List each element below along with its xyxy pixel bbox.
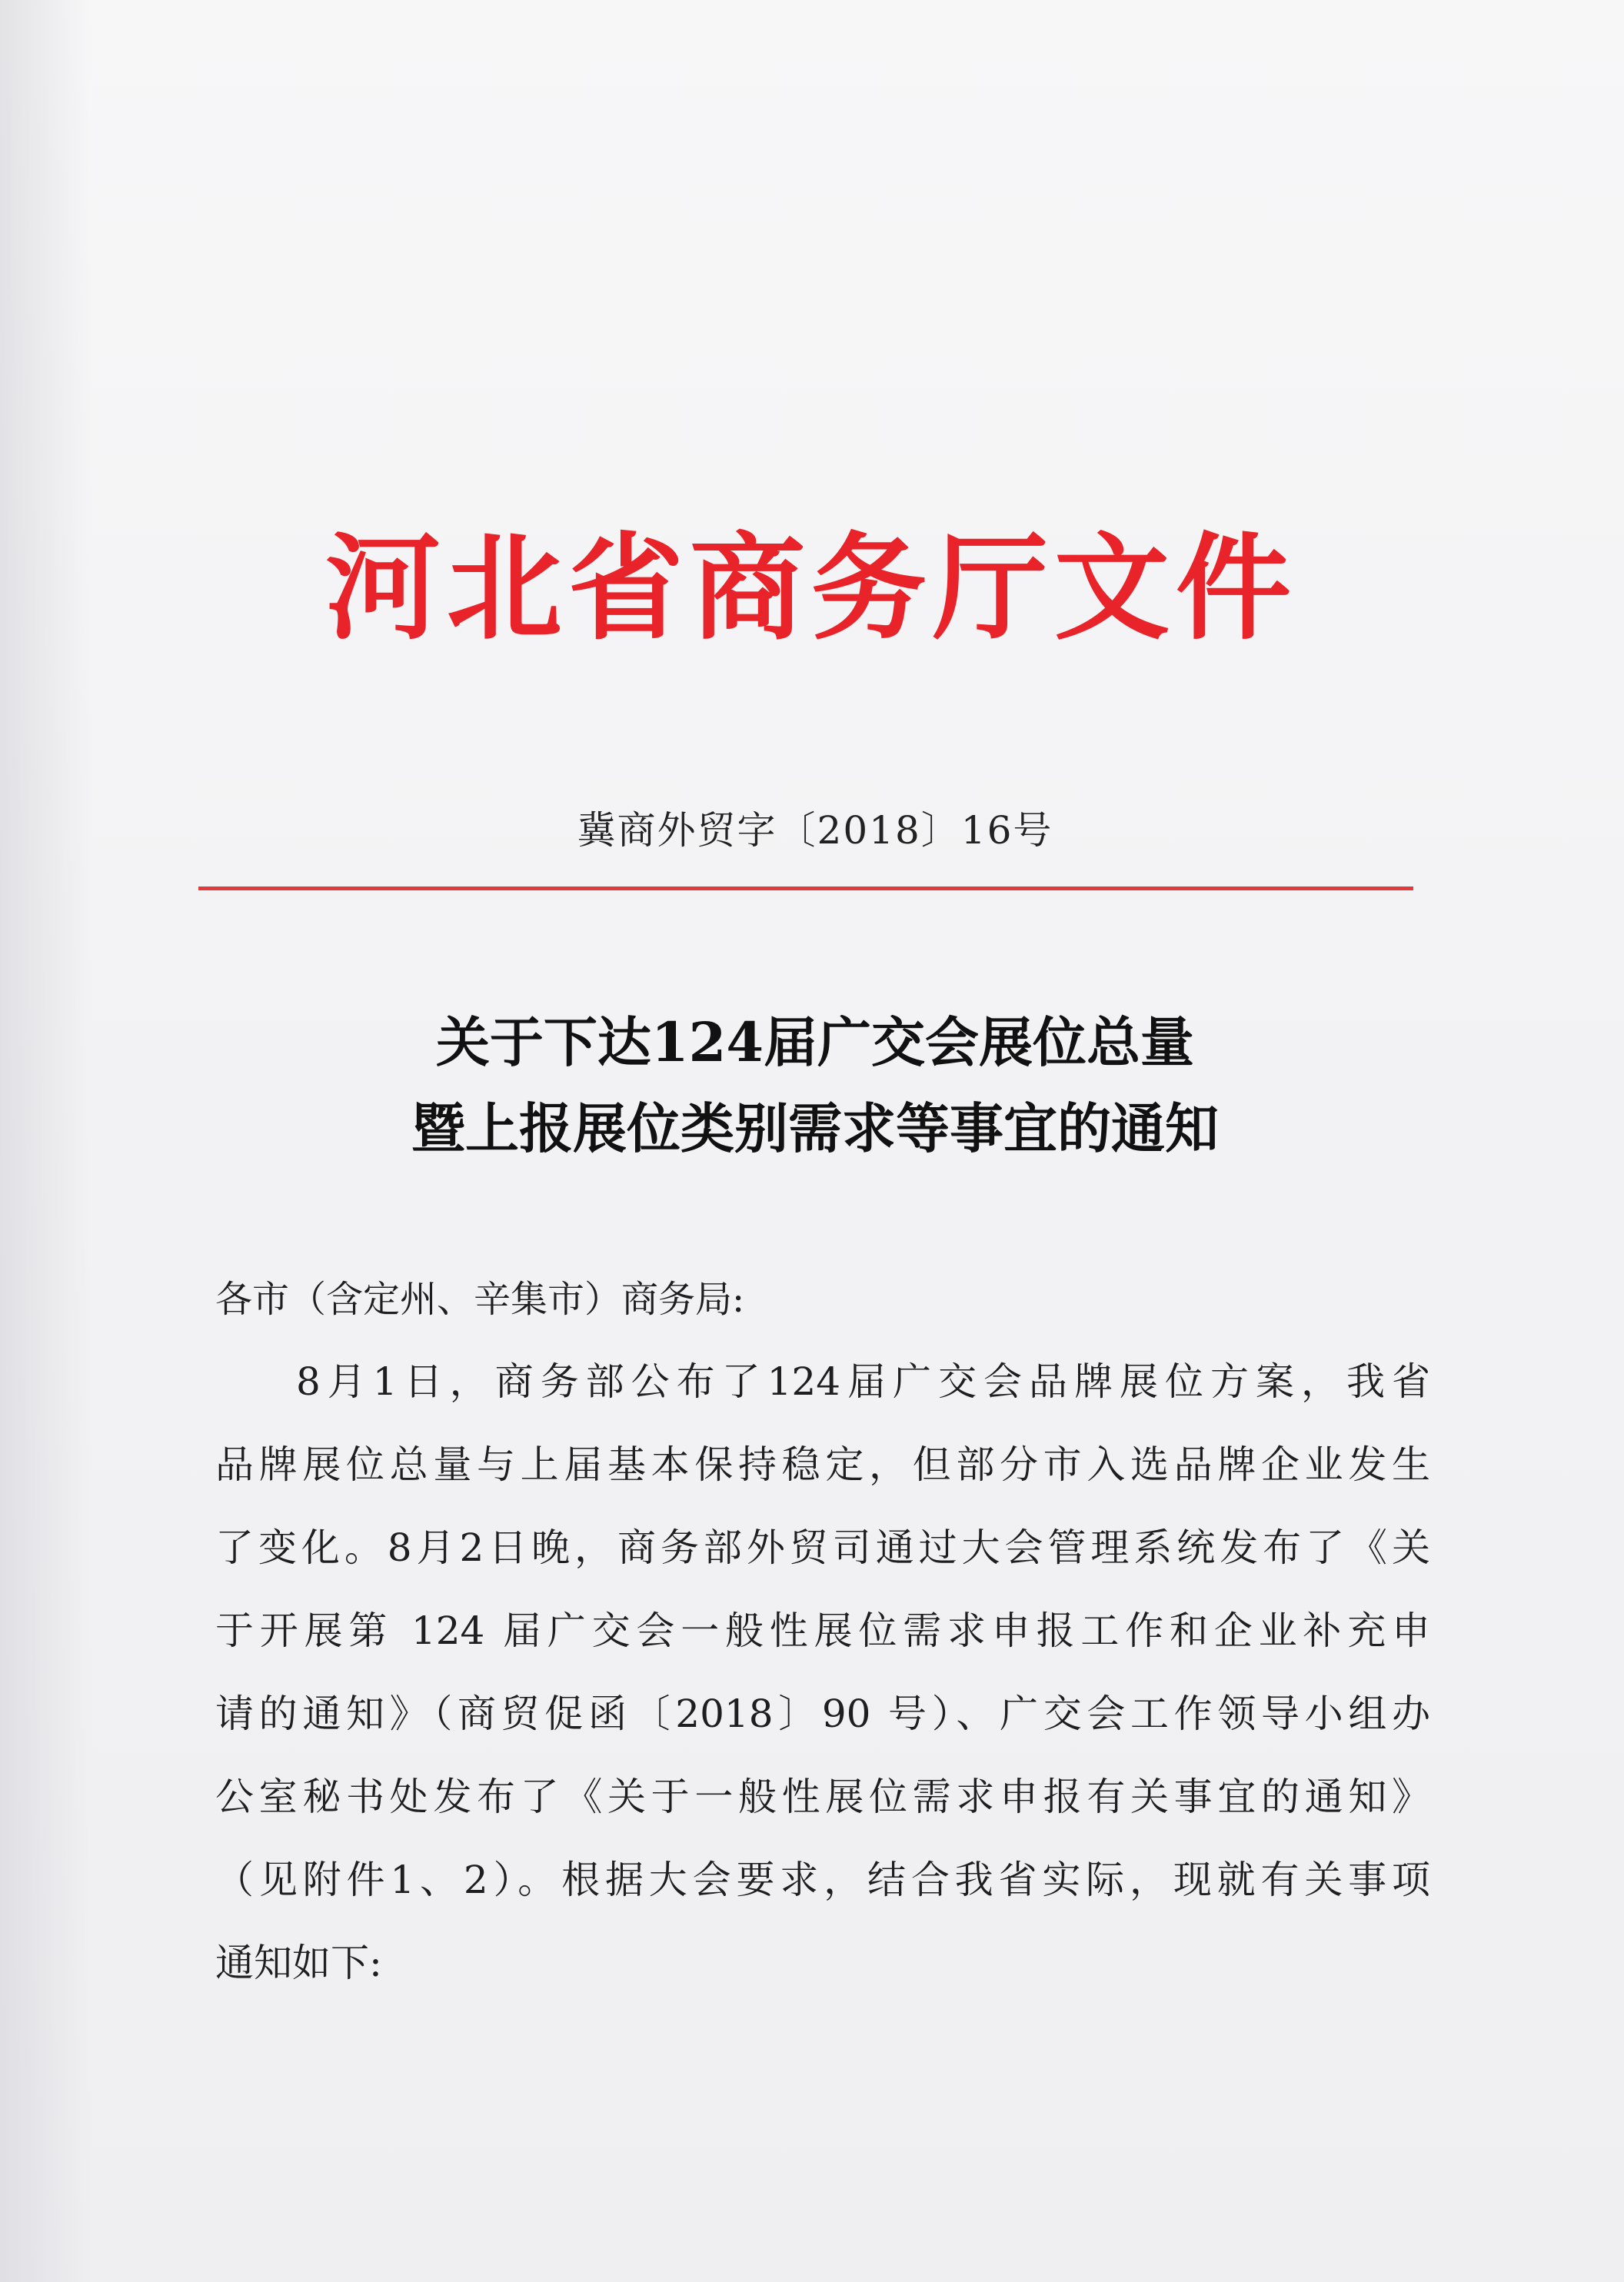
red-separator-line: [198, 887, 1413, 890]
masthead-title: 河北省商务厅文件: [324, 521, 1297, 656]
body-line-5: 请的通知》（商贸促函〔2018〕90 号）、广交会工作领导小组办: [215, 1692, 1430, 1736]
body-line-7: （见附件1、2）。根据大会要求，结合我省实际，现就有关事项: [215, 1858, 1430, 1902]
notice-title: [215, 1000, 1415, 1172]
body-line-8: 通知如下:: [215, 1941, 382, 1985]
notice-title-line-2: 暨上报展位类别需求等事宜的通知: [411, 1096, 1219, 1160]
body-line-6: 公室秘书处发布了《关于一般性展位需求申报有关事宜的通知》: [215, 1775, 1430, 1819]
body-line-4: 于开展第 124 届广交会一般性展位需求申报工作和企业补充申: [215, 1608, 1430, 1653]
notice-title-line-1: 关于下达124届广交会展位总量: [435, 1010, 1195, 1074]
body-line-1: 8月1日，商务部公布了124届广交会品牌展位方案，我省: [296, 1359, 1430, 1404]
body-line-3: 了变化。8月2日晚，商务部外贸司通过大会管理系统发布了《关: [215, 1525, 1430, 1570]
document-number: 冀商外贸字〔2018〕16号: [577, 808, 1053, 853]
page-shadow: [0, 0, 92, 2282]
body-line-2: 品牌展位总量与上届基本保持稳定，但部分市入选品牌企业发生: [215, 1442, 1430, 1487]
salutation: 各市（含定州、辛集市）商务局:: [215, 1278, 745, 1321]
